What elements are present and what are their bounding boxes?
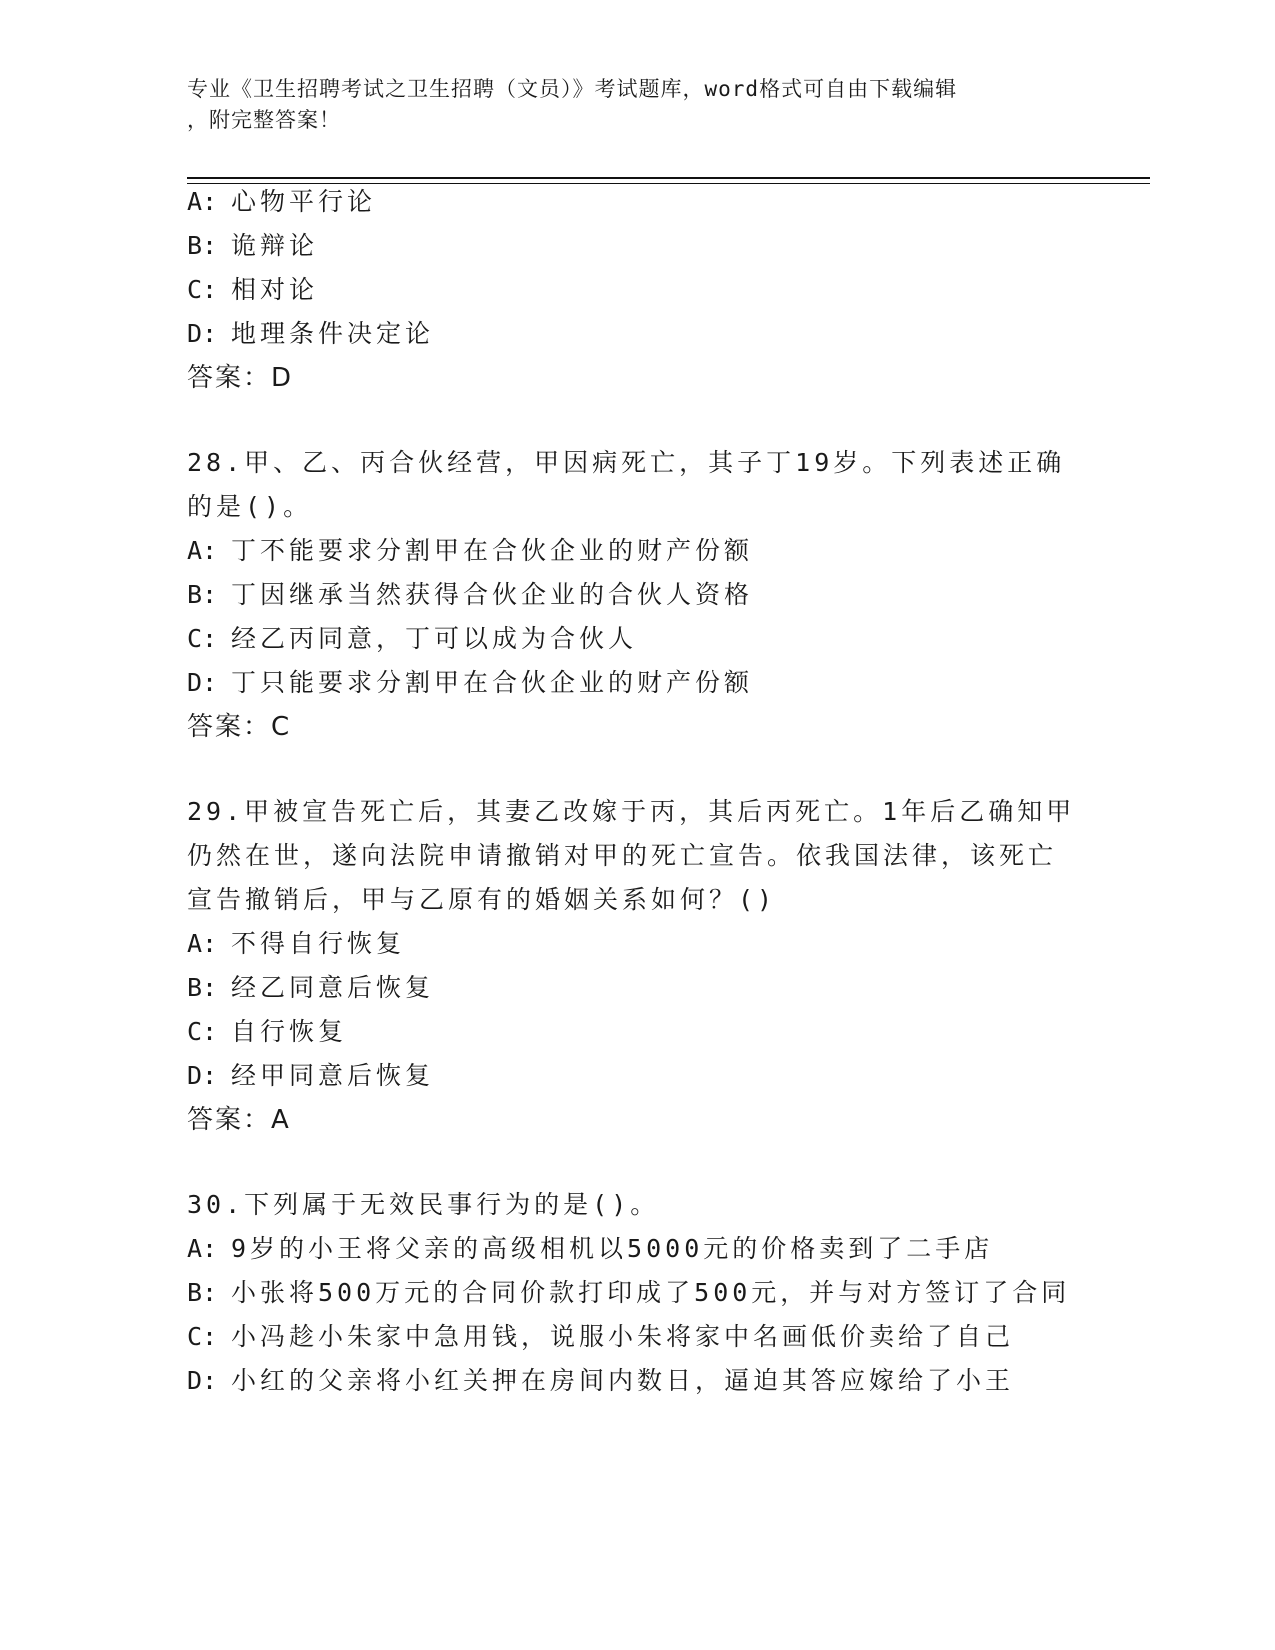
option-b: B: 诡辩论: [187, 231, 319, 260]
question-29-stem-line-2: 仍然在世，遂向法院申请撤销对甲的死亡宣告。依我国法律，该死亡: [187, 841, 1058, 870]
question-29-option-c: C: 自行恢复: [187, 1017, 348, 1046]
question-29-answer: 答案：A: [187, 1105, 291, 1135]
question-28-answer: 答案：C: [187, 712, 292, 742]
question-30-option-a: A: 9岁的小王将父亲的高级相机以5000元的价格卖到了二手店: [187, 1234, 994, 1263]
question-30-option-d: D: 小红的父亲将小红关押在房间内数日，逼迫其答应嫁给了小王: [187, 1366, 1015, 1395]
header-divider-thin: [187, 183, 1150, 184]
option-d: D: 地理条件决定论: [187, 319, 435, 348]
header-divider-thick: [187, 177, 1150, 179]
question-30-option-b: B: 小张将500万元的合同价款打印成了500元，并与对方签订了合同: [187, 1278, 1071, 1307]
question-28-option-a: A: 丁不能要求分割甲在合伙企业的财产份额: [187, 536, 754, 565]
question-30-stem-line-1: 30.下列属于无效民事行为的是()。: [187, 1190, 660, 1219]
header-line-1: 专业《卫生招聘考试之卫生招聘（文员）》考试题库，word格式可自由下载编辑: [187, 77, 958, 101]
answer-line: 答案：D: [187, 363, 294, 393]
question-29-option-d: D: 经甲同意后恢复: [187, 1061, 435, 1090]
question-28-stem-line-1: 28.甲、乙、丙合伙经营，甲因病死亡，其子丁19岁。下列表述正确: [187, 448, 1066, 477]
question-28-option-c: C: 经乙丙同意，丁可以成为合伙人: [187, 624, 638, 653]
question-28-option-b: B: 丁因继承当然获得合伙企业的合伙人资格: [187, 580, 754, 609]
question-29-stem-line-1: 29.甲被宣告死亡后，其妻乙改嫁于丙，其后丙死亡。1年后乙确知甲: [187, 797, 1076, 826]
question-29-option-b: B: 经乙同意后恢复: [187, 973, 435, 1002]
question-29-stem-line-3: 宣告撤销后，甲与乙原有的婚姻关系如何？(): [187, 885, 777, 914]
question-28-stem-line-2: 的是()。: [187, 492, 313, 521]
header-line-2: ，附完整答案！: [187, 108, 341, 132]
document-header: [187, 74, 1087, 136]
question-30-option-c: C: 小冯趁小朱家中急用钱，说服小朱将家中名画低价卖给了自己: [187, 1322, 1015, 1351]
question-28-option-d: D: 丁只能要求分割甲在合伙企业的财产份额: [187, 668, 754, 697]
question-29-option-a: A: 不得自行恢复: [187, 929, 406, 958]
option-a: A: 心物平行论: [187, 187, 377, 216]
option-c: C: 相对论: [187, 275, 319, 304]
